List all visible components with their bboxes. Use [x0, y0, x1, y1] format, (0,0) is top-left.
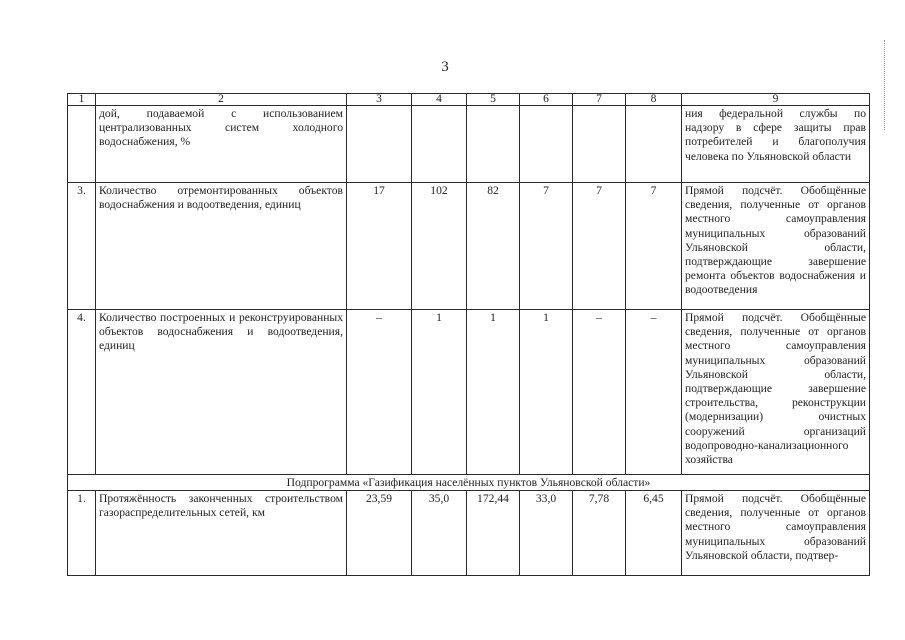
value-cell: 102 — [412, 183, 467, 310]
header-cell: 6 — [520, 94, 573, 106]
header-cell: 5 — [467, 94, 520, 106]
table-row — [68, 106, 870, 183]
value-cell: 1 — [412, 310, 467, 475]
value-cell: 23,59 — [347, 491, 412, 576]
value-cell: – — [347, 310, 412, 475]
data-source: Прямой подсчёт. Обобщённые сведения, полученные от органов местного самоуправления муниципальных образований Ульяновской области, подтверждающие завершение ремонта объектов водоснабжения и водоотведения — [682, 183, 870, 310]
header-cell: 2 — [96, 94, 347, 106]
value-cell: 17 — [347, 183, 412, 310]
page-number: 3 — [441, 59, 449, 75]
value-cell: – — [573, 310, 626, 475]
value-cell — [347, 106, 412, 183]
data-source: Прямой подсчёт. Обобщённые сведения, полученные от органов местного самоуправления муниципальных образований Ульяновской области, подтверждающие завершение строительства, реконструкции (модернизации) очистных сооружений организаций водопроводно-канализационного хозяйства — [682, 310, 870, 475]
value-cell: – — [626, 310, 682, 475]
header-cell: 8 — [626, 94, 682, 106]
header-cell: 7 — [573, 94, 626, 106]
header-cell: 4 — [412, 94, 467, 106]
value-cell: 7,78 — [573, 491, 626, 576]
value-cell: 35,0 — [412, 491, 467, 576]
row-index — [68, 106, 96, 183]
value-cell: 33,0 — [520, 491, 573, 576]
data-source: ния федеральной службы по надзору в сфере защиты прав потребителей и благополучия человека по Ульяновской области — [682, 106, 870, 183]
row-index: 3. — [68, 183, 96, 310]
table-header-row — [68, 94, 870, 106]
row-index: 1. — [68, 491, 96, 576]
value-cell — [412, 106, 467, 183]
row-index: 4. — [68, 310, 96, 475]
table-row — [68, 183, 870, 310]
value-cell — [573, 106, 626, 183]
value-cell — [467, 106, 520, 183]
header-cell: 1 — [68, 94, 96, 106]
subprogram-title: Подпрограмма «Газификация населённых пунктов Ульяновской области» — [68, 475, 870, 491]
header-cell: 3 — [347, 94, 412, 106]
table-row — [68, 491, 870, 576]
value-cell: 7 — [626, 183, 682, 310]
table-row — [68, 310, 870, 475]
indicator-name: Количество построенных и реконструированных объектов водоснабжения и водоотведения, единиц — [96, 310, 347, 475]
value-cell: 1 — [520, 310, 573, 475]
indicator-name: дой, подаваемой с использованием централизованных систем холодного водоснабжения, % — [96, 106, 347, 183]
value-cell: 1 — [467, 310, 520, 475]
value-cell: 7 — [520, 183, 573, 310]
indicator-name: Количество отремонтированных объектов водоснабжения и водоотведения, единиц — [96, 183, 347, 310]
value-cell: 82 — [467, 183, 520, 310]
value-cell — [626, 106, 682, 183]
binding-margin-marks — [884, 40, 889, 130]
subprogram-header-row — [68, 475, 870, 491]
data-source: Прямой подсчёт. Обобщённые сведения, полученные от органов местного самоуправления муниципальных образований Ульяновской области, подтвер- — [682, 491, 870, 576]
indicators-table — [67, 93, 870, 576]
indicator-name: Протяжённость законченных строительством газораспределительных сетей, км — [96, 491, 347, 576]
value-cell: 7 — [573, 183, 626, 310]
header-cell: 9 — [682, 94, 870, 106]
value-cell: 6,45 — [626, 491, 682, 576]
value-cell — [520, 106, 573, 183]
value-cell: 172,44 — [467, 491, 520, 576]
